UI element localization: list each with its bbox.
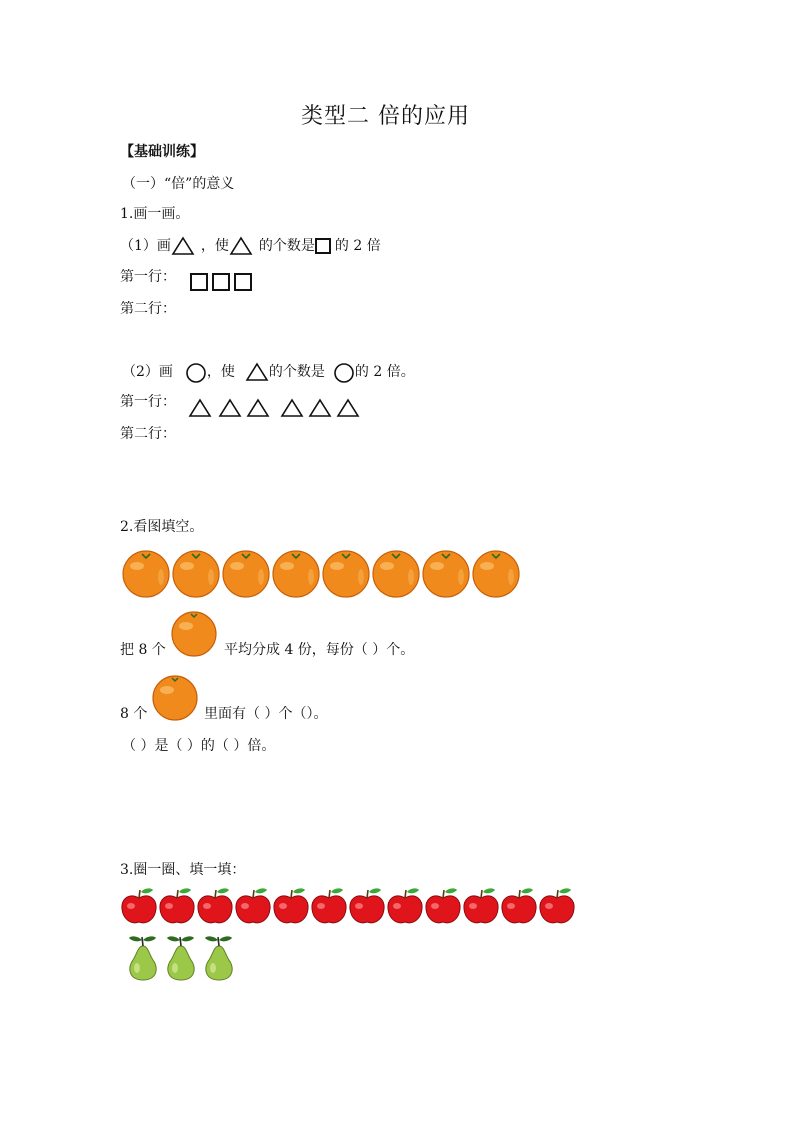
circle-icon	[185, 361, 207, 383]
triangle-icon	[218, 398, 242, 418]
orange-icon	[471, 549, 521, 599]
orange-icon	[421, 549, 471, 599]
q2-line2-b: 里面有（ ）个（）。	[204, 706, 328, 722]
orange-icon	[371, 549, 421, 599]
question-1-1	[120, 236, 381, 256]
orange-icon	[171, 549, 221, 599]
orange-icon	[271, 549, 321, 599]
apple-icon	[538, 886, 576, 926]
row-1b-label: 第一行：	[120, 394, 176, 410]
apple-icon	[158, 886, 196, 926]
q1-1-text-a: （1）画	[120, 238, 171, 254]
q2-line1-b: 平均分成 4 份，每份（ ）个。	[224, 642, 415, 658]
part-heading: （一）“倍”的意义	[122, 176, 235, 192]
apple-icon	[310, 886, 348, 926]
square-icon	[212, 273, 230, 291]
q1-1-text-c: 的个数是	[258, 238, 315, 254]
row-1b-triangles	[188, 398, 360, 418]
q2-line1-a: 把 8 个	[120, 642, 166, 658]
apple-icon	[120, 886, 158, 926]
apple-icon	[234, 886, 272, 926]
triangle-icon	[171, 236, 195, 256]
apple-icon	[462, 886, 500, 926]
triangle-icon	[308, 398, 332, 418]
apple-icon	[424, 886, 462, 926]
apple-icon	[348, 886, 386, 926]
apple-icon	[386, 886, 424, 926]
row-1-squares	[190, 273, 252, 291]
orange-icon	[169, 608, 219, 658]
triangle-icon	[280, 398, 304, 418]
q2-line3: （ ）是（ ）的（ ）倍。	[122, 738, 276, 754]
apple-icon	[272, 886, 310, 926]
triangle-icon	[188, 398, 212, 418]
square-icon	[234, 273, 252, 291]
q1-1-text-b: ，使	[200, 238, 229, 254]
section-heading: 【基础训练】	[120, 144, 204, 160]
orange-icon	[321, 549, 371, 599]
square-icon	[190, 273, 208, 291]
question-3-heading: 3.圈一圈、填一填：	[120, 862, 246, 878]
triangle-icon	[229, 236, 253, 256]
q1-2-text-d: 的 2 倍。	[354, 364, 415, 380]
triangle-icon	[246, 398, 270, 418]
triangle-icon	[336, 398, 360, 418]
apple-icon	[500, 886, 538, 926]
orange-icon	[150, 672, 200, 722]
q1-1-text-d: 的 2 倍	[334, 238, 381, 254]
q2-line2-a: 8 个	[120, 706, 148, 722]
question-1-heading: 1.画一画。	[120, 206, 190, 222]
q1-2-text-c: 的个数是	[268, 364, 325, 380]
q1-2-text-b: ，使	[206, 364, 235, 380]
q1-2-text-a: （2）画	[122, 364, 173, 380]
question-1-2	[122, 361, 415, 383]
orange-icon	[221, 549, 271, 599]
row-2-label: 第二行：	[120, 301, 176, 317]
pear-icon	[200, 934, 238, 982]
orange-icon	[121, 549, 171, 599]
row-1-label: 第一行：	[120, 269, 176, 285]
square-icon	[315, 238, 331, 254]
circle-icon	[333, 361, 355, 383]
pear-icon	[124, 934, 162, 982]
pear-icon	[162, 934, 200, 982]
apple-icon	[196, 886, 234, 926]
page-title: 类型二 倍的应用	[301, 104, 470, 129]
triangle-icon	[245, 362, 269, 382]
row-2b-label: 第二行：	[120, 426, 176, 442]
question-2-heading: 2.看图填空。	[120, 519, 204, 535]
